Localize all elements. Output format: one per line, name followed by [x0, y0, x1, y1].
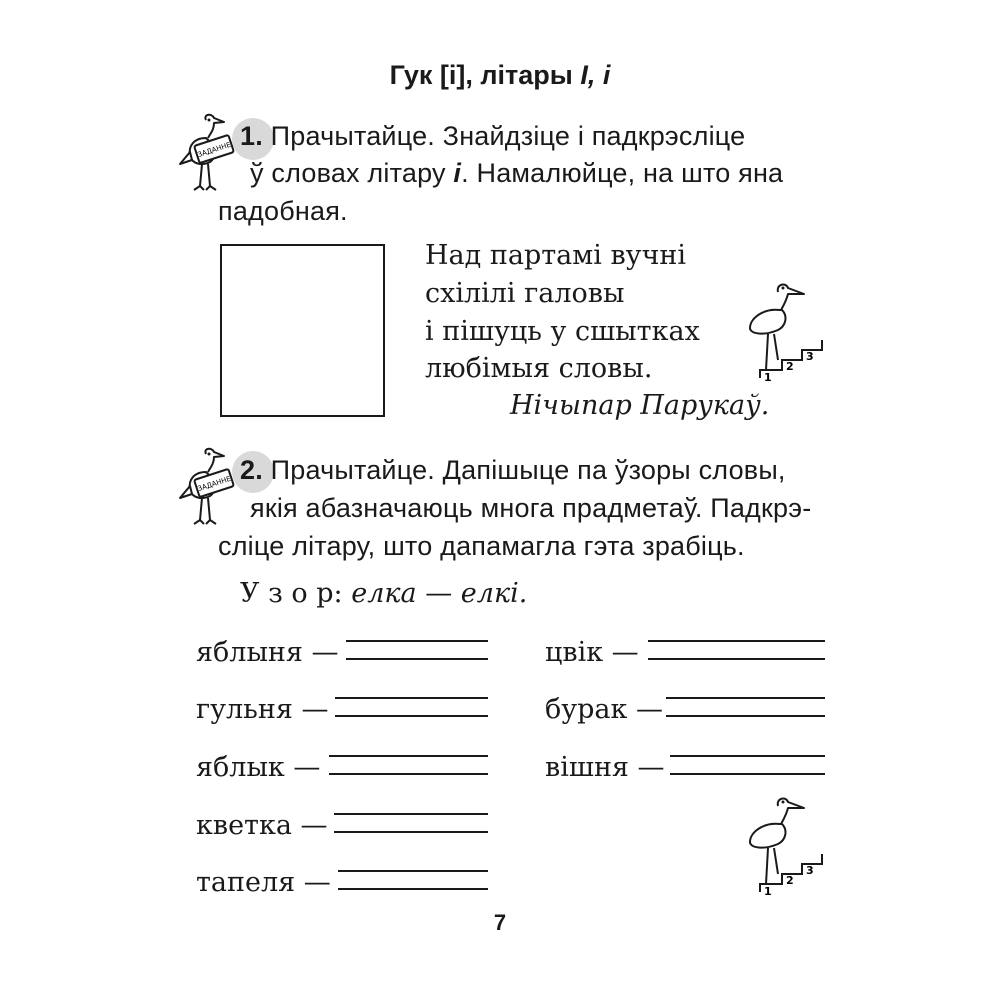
word-right-3: вішня — [545, 752, 665, 783]
answer-line[interactable] [648, 640, 825, 642]
step-3-label: 3 [806, 864, 814, 877]
word-left-4: кветка — [196, 810, 328, 841]
poem-author: Нічыпар Парукаў. [510, 390, 770, 421]
word-left-2: гульня — [196, 694, 329, 725]
answer-line[interactable] [329, 755, 488, 757]
word-left-1: яблыня — [196, 637, 339, 668]
poem-line-4: любімыя словы. [425, 353, 653, 384]
task2-line1 [240, 455, 786, 486]
answer-line[interactable] [670, 755, 825, 757]
pattern-text: елка — елкі. [351, 578, 528, 609]
task1-text-1: Прачытайце. Знайдзіце і падкрэсліце [270, 121, 746, 151]
task1-line3 [218, 196, 348, 227]
task1-line1 [240, 121, 745, 152]
answer-line[interactable] [338, 870, 488, 872]
task1-line2 [250, 158, 783, 189]
answer-line[interactable] [334, 813, 488, 815]
task1-text-2a: ў словах літару [250, 158, 454, 188]
stork-stairs-icon [742, 792, 828, 898]
pattern-example [240, 578, 527, 609]
sign-label: ЗАДАННЕ [196, 140, 232, 160]
sign-label: ЗАДАННЕ [196, 474, 232, 494]
step-2-label: 2 [786, 874, 794, 887]
task2-number: 2. [240, 455, 263, 485]
task1-number: 1. [240, 121, 263, 151]
poem-line-1: Над партамі вучні [425, 240, 687, 271]
stork-task-icon [176, 112, 238, 198]
answer-line[interactable] [335, 697, 488, 699]
answer-line[interactable] [338, 888, 488, 890]
answer-line[interactable] [666, 715, 825, 717]
word-left-3: яблык — [196, 752, 321, 783]
answer-line[interactable] [334, 831, 488, 833]
answer-line[interactable] [346, 640, 488, 642]
step-1-label: 1 [764, 371, 772, 384]
answer-line[interactable] [335, 715, 488, 717]
task1-text-2b: . Намалюйце, на што яна [461, 158, 784, 188]
task1-letter: і [453, 158, 462, 188]
answer-line[interactable] [329, 773, 488, 775]
stork-stairs-icon [742, 278, 828, 384]
pattern-label: У з о р: [240, 578, 343, 609]
word-right-2: бурак — [545, 694, 663, 725]
step-2-label: 2 [786, 360, 794, 373]
answer-line[interactable] [666, 697, 825, 699]
stork-task-icon [176, 446, 238, 532]
answer-line[interactable] [670, 773, 825, 775]
answer-line[interactable] [346, 658, 488, 660]
page-number: 7 [493, 910, 507, 935]
task2-line2: якія абазначаюць многа прадметаў. Падкрэ- [250, 493, 812, 523]
word-right-1: цвік — [545, 637, 639, 668]
drawing-box[interactable] [220, 244, 385, 417]
task1-text-3: падобная. [218, 196, 348, 226]
title-text: Гук [і], літары [389, 60, 581, 90]
step-1-label: 1 [764, 885, 772, 898]
word-left-5: тапеля — [196, 867, 331, 898]
step-3-label: 3 [806, 350, 814, 363]
page-title [0, 60, 1000, 91]
title-letters: І, і [580, 60, 611, 90]
poem-line-3: і пішуць у сшытках [425, 316, 700, 347]
poem-line-2: схілілі галовы [425, 278, 625, 309]
answer-line[interactable] [648, 658, 825, 660]
task2-text-1: Прачытайце. Дапішыце па ўзоры словы, [270, 455, 786, 485]
task2-line3: сліце літару, што дапамагла гэта зрабіць. [218, 531, 745, 561]
